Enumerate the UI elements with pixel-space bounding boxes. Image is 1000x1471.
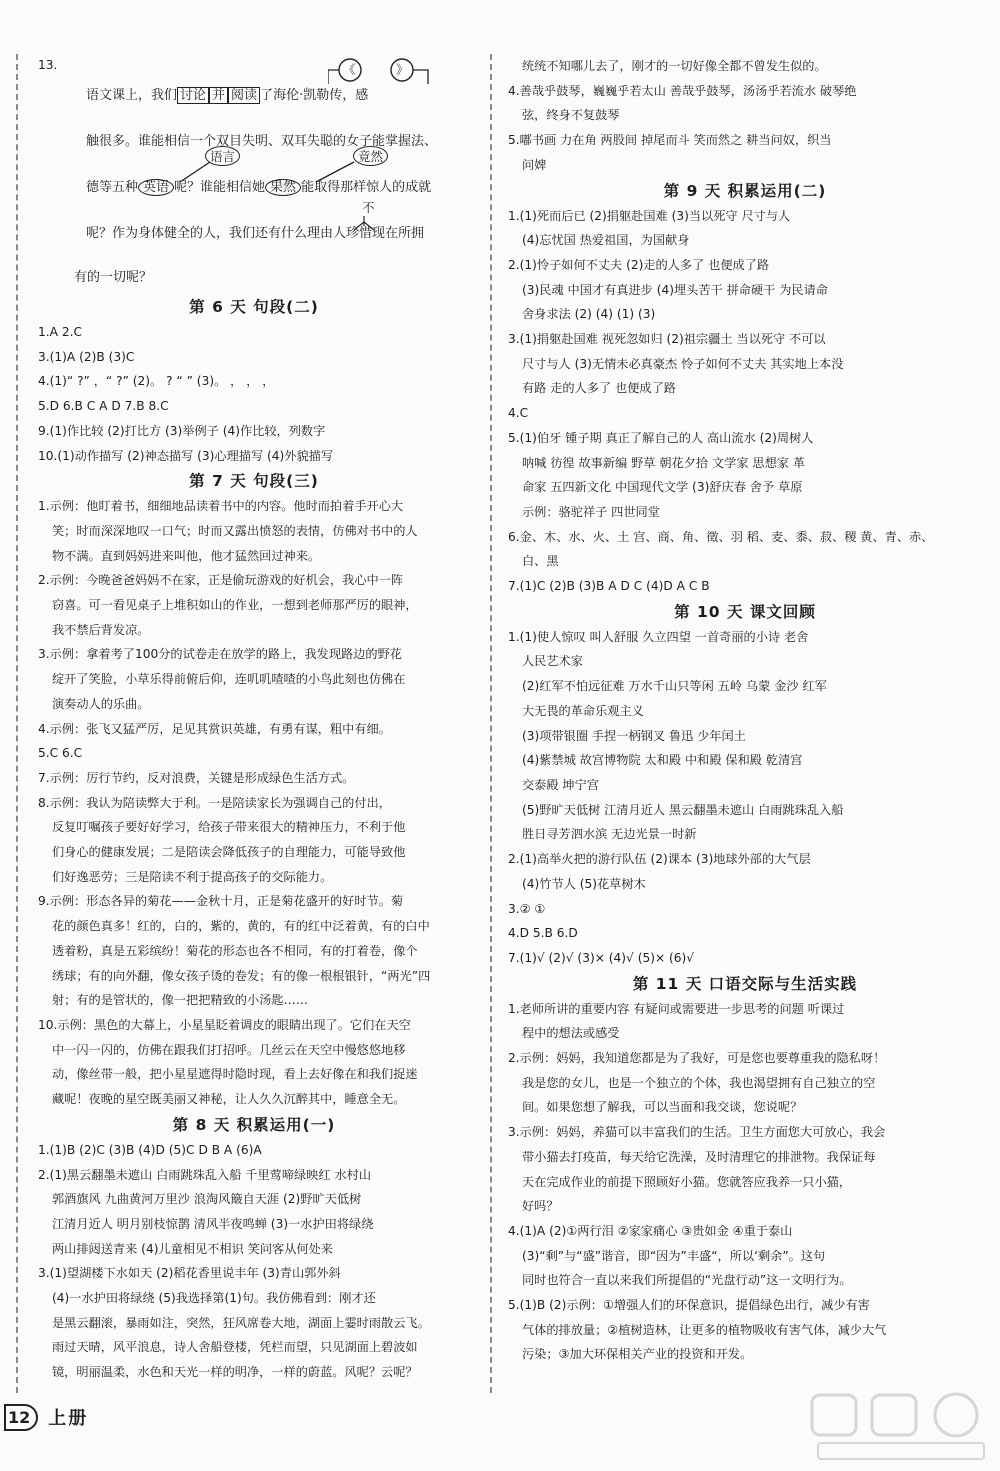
section-title: 第 6 天 句段(二) xyxy=(189,298,319,316)
answer-line: 4.(1)A (2)①两行泪 ②家家痛心 ③贵如金 ④重于泰山 xyxy=(508,1223,793,1238)
answer-line: 4.善哉乎鼓琴，巍巍乎若太山 善哉乎鼓琴，汤汤乎若流水 破琴绝 xyxy=(508,83,857,98)
q13-line-5: 有的一切呢？ xyxy=(74,270,153,285)
answer-line: 1.A 2.C xyxy=(38,325,82,339)
answer-line: 间。如果您想了解我，可以当面和我交谈，您说呢？ xyxy=(522,1100,803,1115)
right-sections xyxy=(508,178,982,1368)
answer-line: 中一闪一闪的，仿佛在跟我们打招呼。几丝云在天空中慢悠悠地移 xyxy=(52,1042,406,1057)
answer-line: 2.(1)高举火把的游行队伍 (2)课本 (3)地球外部的大气层 xyxy=(508,852,811,867)
answer-line: 们好逸恶劳；三是陪读不利于提高孩子的交际能力。 xyxy=(52,869,333,884)
answer-line: 7.示例：厉行节约，反对浪费，关键是形成绿色生活方式。 xyxy=(38,770,355,785)
section-title: 第 7 天 句段(三) xyxy=(189,472,319,491)
text-fragment: 语文课上，我们 xyxy=(86,88,178,103)
answer-line: 8.示例：我认为陪读弊大于利。一是陪读家长为强调自己的付出， xyxy=(38,795,391,810)
answer-line: 6.金、木、水、火、土 宫、商、角、徵、羽 稻、麦、黍、菽、稷 黄、青、赤、 xyxy=(508,529,934,544)
answer-line: 命家 五四新文化 中国现代文学 (3)舒庆春 舍予 草原 xyxy=(522,480,803,495)
answer-line: (4)一水护田将绿绕 (5)我选择第(1)句。我仿佛看到：刚才还 xyxy=(52,1291,376,1306)
answer-line: 4.C xyxy=(508,406,529,421)
answer-line: (4)竹节人 (5)花草树木 xyxy=(522,876,646,891)
answer-line: 弦，终身不复鼓琴 xyxy=(522,108,620,123)
answer-line: 天在完成作业的前提下照顾好小猫。您就答应我养一只小猫， xyxy=(522,1174,852,1189)
answer-line: 好吗？ xyxy=(522,1199,559,1214)
answer-line: 污染；③加大环保相关产业的投资和开发。 xyxy=(522,1347,753,1362)
text-fragment: 了 xyxy=(260,88,274,103)
q13-line-1 xyxy=(86,84,368,103)
answer-line: 藏呢！夜晚的星空既美丽又神秘，让人久久沉醉其中，睡意全无。 xyxy=(52,1092,406,1107)
answer-line: 花的颜色真多！红的，白的，紫的，黄的，有的红中泛着黄，有的白中 xyxy=(52,919,430,934)
page-footer xyxy=(4,1399,88,1435)
book-mark-open: 《 xyxy=(343,62,356,77)
answer-line: 3.(1)A (2)B (3)C xyxy=(38,349,135,364)
answer-line: 郭酒旗风 九曲黄河万里沙 浪淘风簸自天涯 (2)野旷天低树 xyxy=(52,1192,362,1207)
answer-line: 交泰殿 坤宁宫 xyxy=(522,777,599,792)
answer-line: 示例：骆驼祥子 四世同堂 xyxy=(522,504,660,519)
answer-line: 2.(1)怜子如何不丈夫 (2)走的人多了 也便成了路 xyxy=(508,257,770,272)
answer-line: 1.(1)使人惊叹 叫人舒服 久立四望 一首奇丽的小诗 老舍 xyxy=(508,629,809,644)
answer-line: 尺寸与人 (3)无情未必真豪杰 怜子如何不丈夫 其实地上本没 xyxy=(522,356,844,371)
section-title: 第 11 天 口语交际与生活实践 xyxy=(632,974,858,993)
answer-line: 雨过天晴，风平浪息，诗人舍船登楼，凭栏而望，只见湖面上碧波如 xyxy=(52,1340,418,1355)
left-sections xyxy=(38,294,470,1385)
text-fragment: ，感 xyxy=(342,88,369,103)
answer-line: (5)野旷天低树 江清月近人 黑云翻墨未遮山 白雨跳珠乱入船 xyxy=(522,802,844,817)
answer-line: 射；有的是管状的，像一把把精致的小汤匙…… xyxy=(52,993,308,1008)
answer-line: 镜，明丽温柔，水色和天光一样的明净，一样的蔚蓝。风呢？云呢？ xyxy=(52,1365,418,1380)
answer-line: 3.(1)捐躯赴国难 视死忽如归 (2)祖宗疆土 当以死守 不可以 xyxy=(508,332,826,347)
answer-line: (4)紫禁城 故宫博物院 太和殿 中和殿 保和殿 乾清宫 xyxy=(522,753,803,768)
answer-line: 胜日寻芳泗水滨 无边光景一时新 xyxy=(522,827,697,842)
answer-line: 反复叮嘱孩子要好好学习，给孩子带来很大的精神压力，不利于他 xyxy=(52,820,406,835)
answer-line: 1.老师所讲的重要内容 有疑问或需要进一步思考的问题 听课过 xyxy=(508,1001,845,1016)
answer-line: 白、黑 xyxy=(522,554,559,569)
section-title: 第 10 天 课文回顾 xyxy=(674,602,816,621)
answer-line: 10.示例：黑色的大幕上，小星星眨着调皮的眼睛出现了。它们在天空 xyxy=(38,1017,411,1032)
answer-line: 5.(1)B (2)示例：①增强人们的环保意识，提倡绿色出行，减少有害 xyxy=(508,1298,870,1313)
answer-line: 5.(1)伯牙 锺子期 真正了解自己的人 高山流水 (2)周树人 xyxy=(508,430,814,445)
q13-line-4: 呢？作为身体健全的人，我们还有什么理由人珍惜现在所拥 xyxy=(86,226,425,241)
text-fragment: 海伦·凯勒传 xyxy=(273,88,343,103)
answer-line: 1.(1)死而后已 (2)捐躯赴国难 (3)当以死守 尺寸与人 xyxy=(508,208,791,223)
answer-line: 们身心的健康发展；二是陪读会降低孩子的自理能力，可能导致他 xyxy=(52,845,406,860)
answer-line: 绣球；有的向外翻，像女孩子烫的卷发；有的像一根根银针，“两光”四 xyxy=(52,968,431,983)
answer-line: 人民艺术家 xyxy=(522,654,583,669)
answer-line: 7.(1)C (2)B (3)B A D C (4)D A C B xyxy=(508,579,710,594)
answer-line: 是黑云翻滚，暴雨如注，突然，狂风席卷大地，湖面上霎时雨散云飞。 xyxy=(52,1315,430,1330)
answer-line: 统统不知哪儿去了，刚才的一切好像全都不曾发生似的。 xyxy=(522,59,827,73)
answer-line: 3.(1)望湖楼下水如天 (2)稻花香里说丰年 (3)青山郭外斜 xyxy=(38,1266,341,1281)
answer-line: 3.示例：拿着考了100分的试卷走在放学的路上，我发现路边的野花 xyxy=(38,647,402,662)
answer-line: 4.D 5.B 6.D xyxy=(508,926,578,941)
circled-word: 英语 xyxy=(138,179,174,196)
answer-line: (4)忘忧国 热爱祖国，为国献身 xyxy=(522,233,690,248)
answer-line: 9.示例：形态各异的菊花——金秋十月，正是菊花盛开的好时节。菊 xyxy=(38,894,404,909)
circled-word: 果然 xyxy=(265,179,301,196)
answer-line: 动，像丝带一般，把小星星遮得时隐时现，看上去好像在和我们捉迷 xyxy=(52,1067,418,1082)
answer-line: 两山排闼送青来 (4)儿童相见不相识 笑问客从何处来 xyxy=(52,1241,333,1256)
answer-line: 舍身求法 (2) (4) (1) (3) xyxy=(522,307,656,322)
answer-line: 4.(1)“ ?” ，“ ?” (2)。 ? “ ” (3)。 ， ， ， xyxy=(38,374,275,389)
right-column xyxy=(490,54,988,1393)
q13-line-3 xyxy=(86,176,431,195)
answer-line: 大无畏的革命乐观主义 xyxy=(522,703,644,718)
text-fragment: 呢？谁能相信她 xyxy=(174,180,266,195)
answer-line: 2.示例：今晚爸爸妈妈不在家，正是偷玩游戏的好机会，我心中一阵 xyxy=(38,573,404,588)
answer-line: 2.(1)黑云翻墨未遮山 白雨跳珠乱入船 千里莺啼绿映红 水村山 xyxy=(38,1167,372,1182)
answer-line: 窃喜。可一看见桌子上堆积如山的作业，一想到老师那严厉的眼神， xyxy=(52,598,418,613)
answer-line: 9.(1)作比较 (2)打比方 (3)举例子 (4)作比较，列数字 xyxy=(38,423,326,438)
answer-line: 1.示例：他盯着书，细细地品读着书中的内容。他时而拍着手开心大 xyxy=(38,499,404,514)
answer-line: 3.示例：妈妈，养猫可以丰富我们的生活。卫生方面您大可放心，我会 xyxy=(508,1125,886,1140)
page-number: 12 xyxy=(4,1404,38,1431)
answer-line: 笑；时而深深地叹一口气；时而又露出愤怒的表情，仿佛对书中的人 xyxy=(52,523,418,538)
answer-line: 问婢 xyxy=(522,157,547,172)
volume-label: 上册 xyxy=(48,1408,89,1429)
section-title: 第 8 天 积累运用(一) xyxy=(172,1115,336,1134)
answer-line: 透着粉，真是五彩缤纷！菊花的形态也各不相同，有的打着卷，像个 xyxy=(52,943,418,958)
correction-bu: 不 xyxy=(362,200,375,215)
book-mark-close: 》 xyxy=(396,62,409,77)
answer-line: 我是您的女儿，也是一个独立的个体，我也渴望拥有自己独立的空 xyxy=(522,1075,876,1090)
answer-line: 物不满。直到妈妈进来叫他，他才猛然回过神来。 xyxy=(52,548,321,563)
day8-continuation xyxy=(508,54,982,178)
answer-line: 5.D 6.B C A D 7.B 8.C xyxy=(38,399,169,414)
answer-line: 5.C 6.C xyxy=(38,746,83,761)
question-13 xyxy=(38,54,470,294)
answer-line: 气体的排放量；②植树造林，让更多的植物吸收有害气体，减少大气 xyxy=(522,1322,887,1337)
answer-line: 演奏动人的乐曲。 xyxy=(52,696,150,711)
section-title: 第 9 天 积累运用(二) xyxy=(663,181,827,200)
q13-line-2: 触很多。谁能相信一个双目失明、双耳失聪的女子能掌握法、 xyxy=(86,134,438,149)
answer-line: 绽开了笑脸，小草乐得前俯后仰，连叽叽喳喳的小鸟此刻也仿佛在 xyxy=(52,672,406,687)
answer-line: 有路 走的人多了 也便成了路 xyxy=(522,381,676,396)
answer-line: 江清月近人 明月别枝惊鹊 清风半夜鸣蝉 (3)一水护田将绿绕 xyxy=(52,1216,374,1231)
answer-line: 同时也符合一直以来我们所提倡的“光盘行动”这一文明行为。 xyxy=(522,1273,852,1288)
answer-line: (2)红军不怕远征难 万水千山只等闲 五岭 乌蒙 金沙 红军 xyxy=(522,679,827,694)
boxed-word: 并 xyxy=(209,87,228,104)
left-column xyxy=(16,54,478,1393)
answer-line: 5.嘟书画 力在角 两股间 掉尾而斗 笑而然之 耕当问奴，织当 xyxy=(508,133,832,148)
boxed-word: 阅读 xyxy=(228,87,260,104)
answer-line: (3)“剩”与“盛”谐音，即“因为”丰盛“，所以‘剩余”。这句 xyxy=(522,1248,826,1263)
answer-line: 4.示例：张飞又猛严厉，足见其赏识英雄，有勇有谋，粗中有细。 xyxy=(38,721,391,736)
correction-jingran: 竟然 xyxy=(353,146,388,166)
answer-line: 1.(1)B (2)C (3)B (4)D (5)C D B A (6)A xyxy=(38,1142,262,1157)
boxed-word: 讨论 xyxy=(177,87,209,104)
answer-line: 10.(1)动作描写 (2)神态描写 (3)心理描写 (4)外貌描写 xyxy=(38,448,334,463)
answer-line: 2.示例：妈妈，我知道您都是为了我好，可是您也要尊重我的隐私呀！ xyxy=(508,1051,886,1066)
answer-line: 带小猫去打疫苗，每天给它洗澡，及时清理它的排泄物。我保证每 xyxy=(522,1149,876,1164)
answer-line: 我不禁后背发凉。 xyxy=(52,622,150,637)
text-fragment: 德等五种 xyxy=(86,180,139,195)
answer-line: (3)项带银圈 手捏一柄钢叉 鲁迅 少年闰土 xyxy=(522,728,746,743)
answer-line: 呐喊 彷徨 故事新编 野草 朝花夕拾 文学家 思想家 革 xyxy=(522,455,806,470)
watermark-logo xyxy=(810,1391,990,1465)
question-number: 13. xyxy=(38,58,58,72)
text-fragment: 能取得那样惊人的成就 xyxy=(301,180,432,195)
answer-line: 程中的想法或感受 xyxy=(522,1026,620,1041)
answer-line: 7.(1)√ (2)√ (3)× (4)√ (5)× (6)√ xyxy=(508,950,695,965)
correction-yuyan: 语言 xyxy=(205,146,240,166)
answer-line: 3.② ① xyxy=(508,901,546,916)
answer-line: (3)民魂 中国才有真进步 (4)埋头苦干 拼命硬干 为民请命 xyxy=(522,282,828,297)
